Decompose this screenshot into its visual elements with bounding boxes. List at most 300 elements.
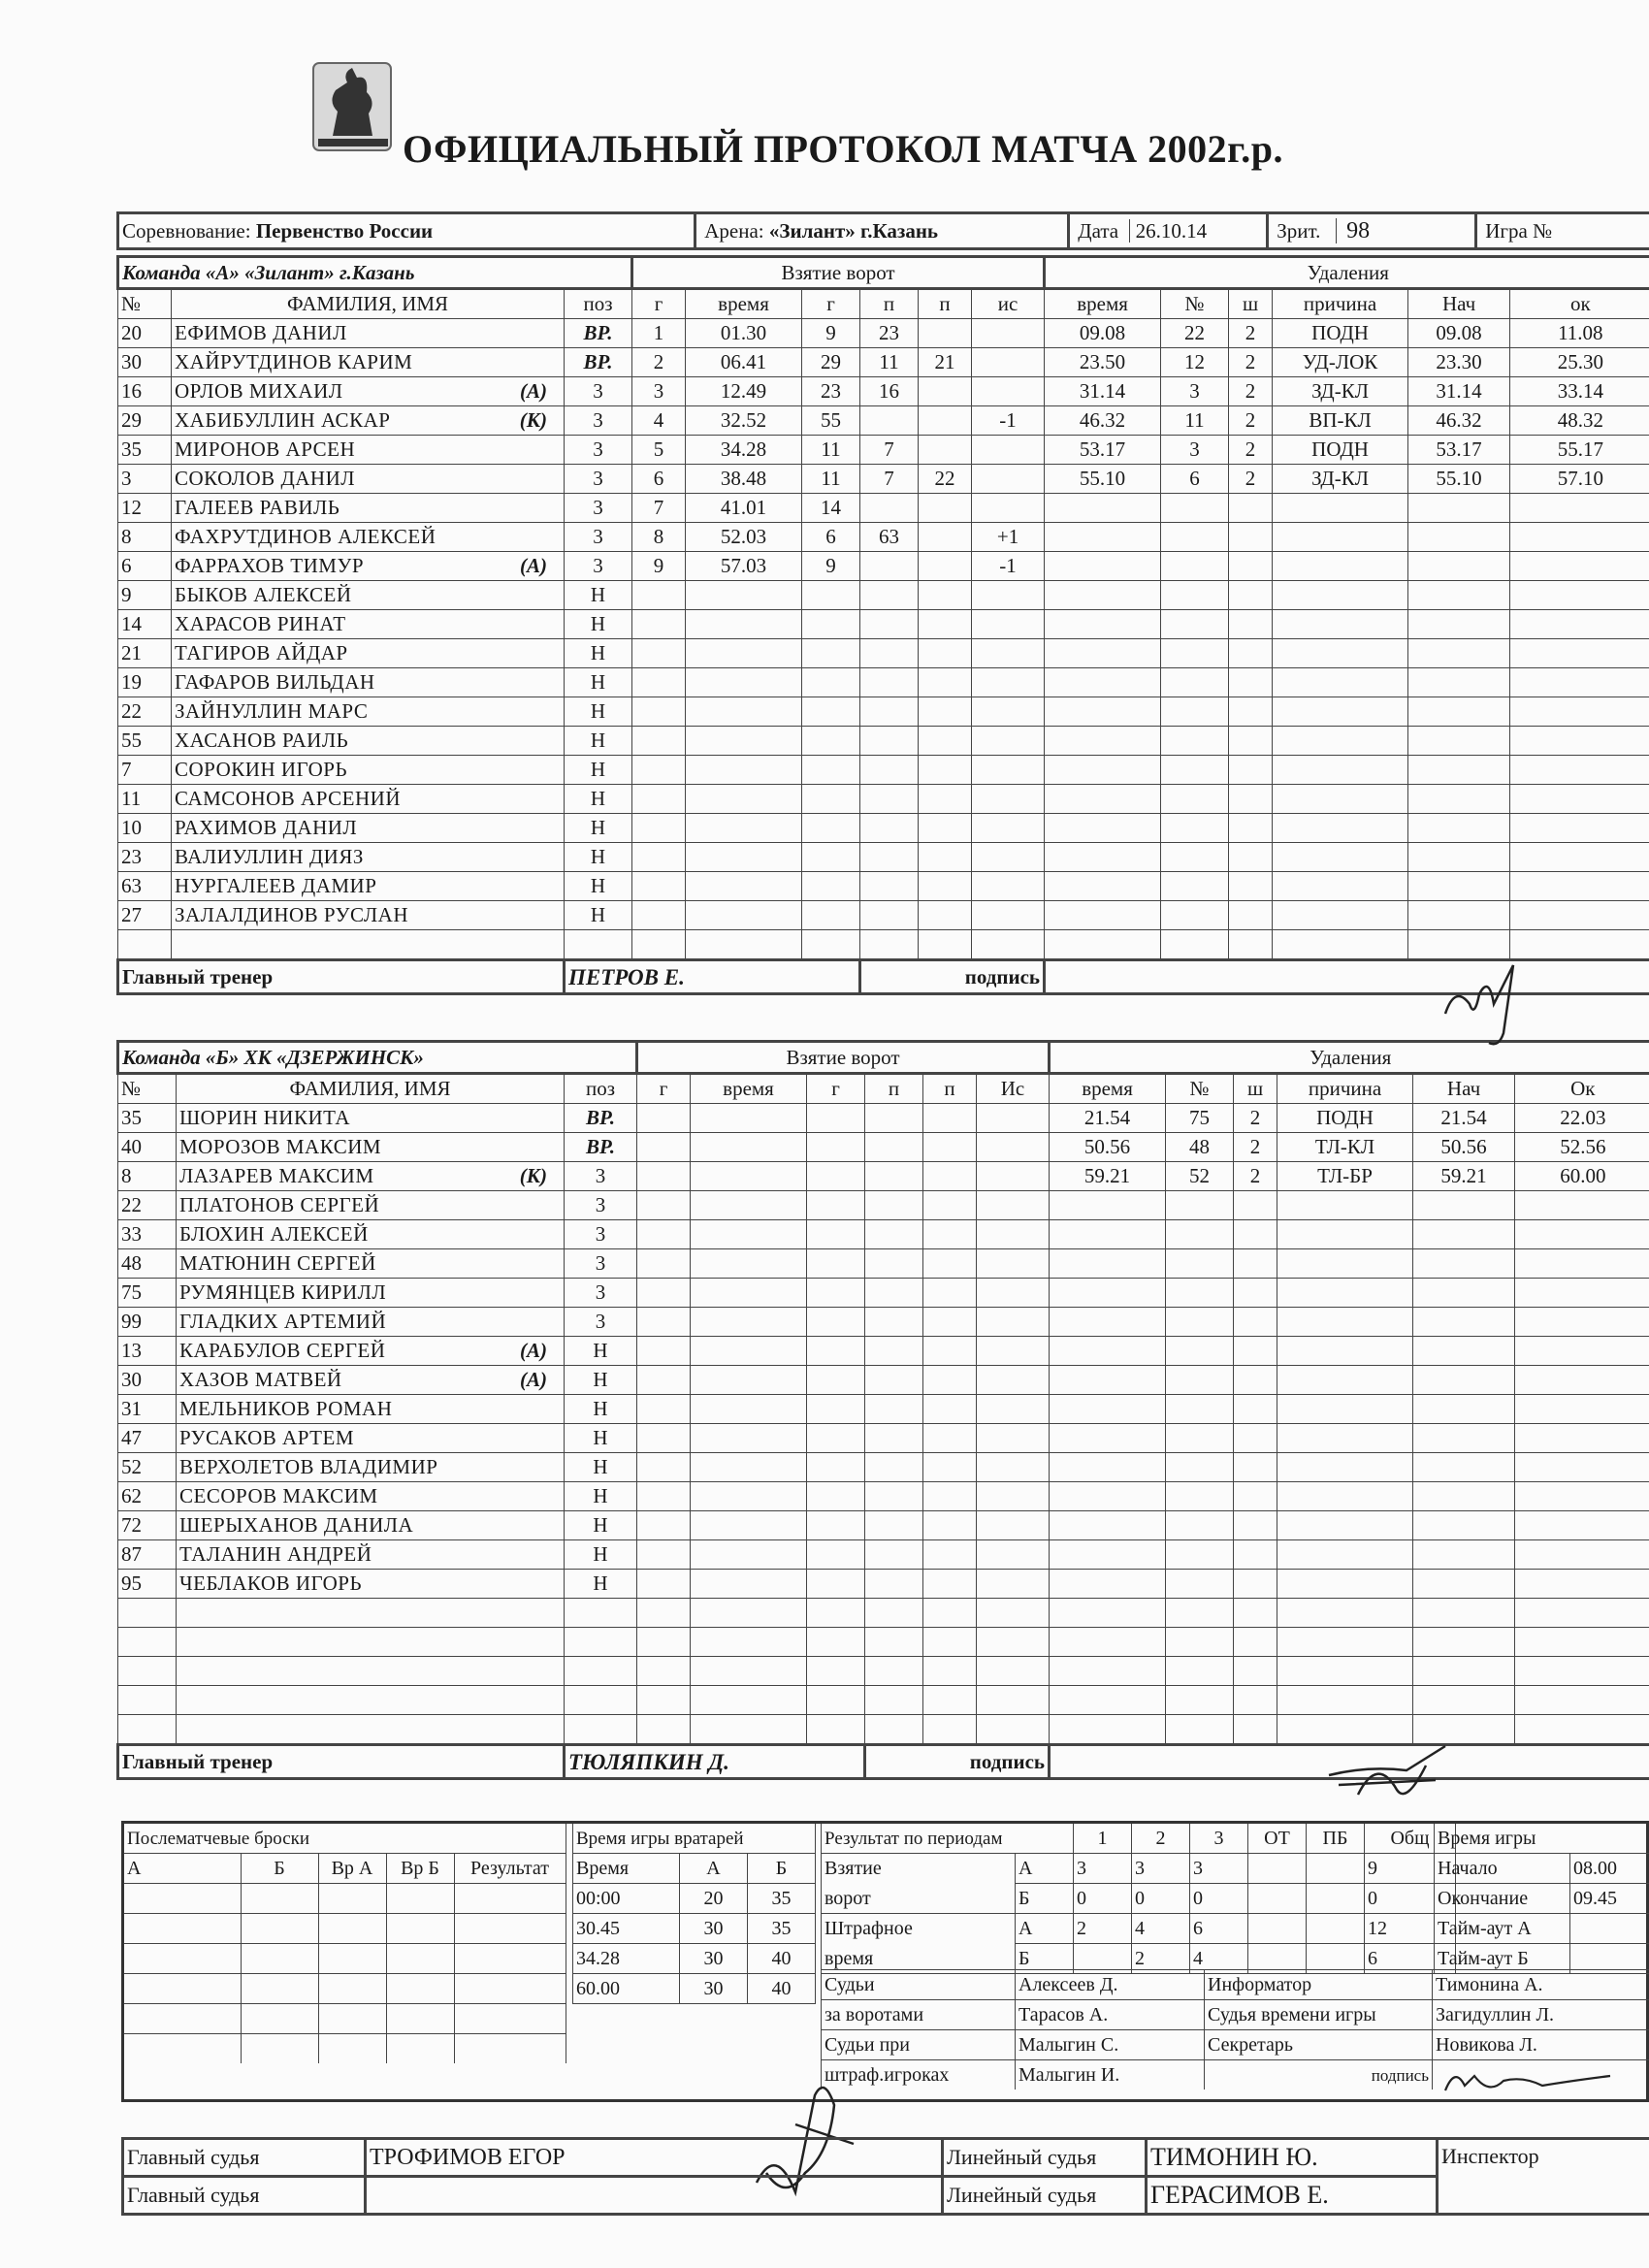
penalty-time	[1050, 1279, 1166, 1308]
goal-number	[637, 1686, 691, 1715]
goal-assist-1	[860, 552, 919, 581]
goalie-time-title: Время игры вратарей	[573, 1824, 816, 1854]
penalty-start	[1413, 1191, 1515, 1220]
secretary-label: Секретарь	[1205, 2030, 1433, 2060]
penalty-player	[1166, 1249, 1234, 1279]
goals-section-title: Взятие ворот	[637, 1042, 1050, 1074]
player-number	[118, 1628, 177, 1657]
periods-title: Результат по периодам	[822, 1824, 1074, 1854]
goal-assist-2	[923, 1220, 977, 1249]
table-row	[118, 1686, 1649, 1715]
goal-assist-1	[860, 697, 919, 727]
goal-assist-2	[923, 1133, 977, 1162]
goal-strength	[972, 639, 1045, 668]
penalty-end	[1515, 1395, 1649, 1424]
player-name-text: СЕСОРОВ МАКСИМ	[179, 1484, 378, 1507]
goal-assist-2	[919, 377, 972, 406]
penalty-player	[1161, 814, 1229, 843]
goal-scorer: 11	[802, 436, 860, 465]
goal-number: 5	[632, 436, 686, 465]
goal-time: 57.03	[686, 552, 802, 581]
goal-assist-1	[860, 406, 919, 436]
penalty-start	[1413, 1540, 1515, 1570]
goal-assist-2	[923, 1540, 977, 1570]
goal-assist-1	[865, 1424, 923, 1453]
penalty-start	[1413, 1337, 1515, 1366]
goal-time	[686, 639, 802, 668]
player-number	[118, 1599, 177, 1628]
player-position: 3	[565, 406, 632, 436]
penalty-judges-label-2: штраф.игроках	[822, 2060, 1016, 2090]
player-name	[177, 1686, 565, 1715]
player-name	[177, 1657, 565, 1686]
penalty-minutes	[1229, 639, 1273, 668]
coach-sign-label: подпись	[865, 1745, 1050, 1779]
goals-section-title: Взятие ворот	[632, 257, 1045, 289]
penalty-start	[1408, 872, 1510, 901]
goal-strength	[972, 756, 1045, 785]
penalty-time	[1050, 1366, 1166, 1395]
goalie-time-cell: 35	[748, 1884, 816, 1914]
table-row	[118, 1628, 1649, 1657]
penalty-player	[1161, 610, 1229, 639]
penalty-end	[1515, 1249, 1649, 1279]
penalty-start	[1413, 1279, 1515, 1308]
penalty-end	[1510, 697, 1649, 727]
goal-assist-2	[923, 1453, 977, 1482]
player-name-text: ПЛАТОНОВ СЕРГЕЙ	[179, 1193, 380, 1216]
player-position: 3	[565, 523, 632, 552]
goal-assist-1	[860, 639, 919, 668]
goal-strength	[977, 1366, 1050, 1395]
table-row	[118, 1308, 1649, 1337]
penalty-minutes: 2	[1234, 1104, 1277, 1133]
penalty-time	[1045, 668, 1161, 697]
penalty-start: 09.08	[1408, 319, 1510, 348]
goal-strength	[972, 668, 1045, 697]
penalty-start	[1408, 610, 1510, 639]
player-position: Н	[565, 639, 632, 668]
penalty-minutes	[1234, 1337, 1277, 1366]
penalty-end: 52.56	[1515, 1133, 1649, 1162]
penalty-end	[1515, 1453, 1649, 1482]
column-header-p-min: ш	[1229, 289, 1273, 319]
goal-time	[686, 930, 802, 960]
player-number: 33	[118, 1220, 177, 1249]
player-name	[172, 785, 565, 814]
goal-strength	[972, 581, 1045, 610]
player-name-text: ЧЕБЛАКОВ ИГОРЬ	[179, 1571, 363, 1595]
goal-assist-2	[919, 930, 972, 960]
penalty-minutes	[1229, 901, 1273, 930]
penalty-player: 12	[1161, 348, 1229, 377]
goal-scorer	[807, 1133, 865, 1162]
table-row	[118, 668, 1649, 697]
player-name	[172, 668, 565, 697]
goal-assist-1	[865, 1453, 923, 1482]
penalty-minutes: 2	[1229, 436, 1273, 465]
competition-label: Соревнование:	[122, 218, 251, 243]
column-header-gg: г	[802, 289, 860, 319]
goal-time	[691, 1511, 807, 1540]
goalie-time-cell: 60.00	[573, 1974, 680, 2004]
player-number	[118, 930, 172, 960]
goal-strength	[977, 1599, 1050, 1628]
player-name-text: ХАРАСОВ РИНАТ	[175, 612, 346, 635]
penalty-player	[1166, 1366, 1234, 1395]
goal-scorer	[802, 668, 860, 697]
linesman-1: ТИМОНИН Ю.	[1147, 2139, 1438, 2177]
penalty-time	[1045, 785, 1161, 814]
player-name-text: СОРОКИН ИГОРЬ	[175, 758, 348, 781]
table-row	[118, 639, 1649, 668]
goal-strength	[972, 436, 1045, 465]
player-name-text: ЗАЛАЛДИНОВ РУСЛАН	[175, 903, 408, 926]
penalty-player	[1161, 639, 1229, 668]
table-row	[118, 1104, 1649, 1133]
player-role-badge: (А)	[520, 1339, 547, 1362]
player-name-text: ВЕРХОЛЕТОВ ВЛАДИМИР	[179, 1455, 438, 1478]
goal-judge-1: Алексеев Д.	[1016, 1970, 1205, 2000]
player-name	[177, 1453, 565, 1482]
coach-b-signature-icon	[1319, 1736, 1455, 1814]
column-header-p-start: Нач	[1408, 289, 1510, 319]
penalty-reason: ПОДН	[1273, 319, 1408, 348]
goalie-time-cell: 30	[680, 1944, 748, 1974]
penalty-reason: УД-ЛОК	[1273, 348, 1408, 377]
penalty-start	[1413, 1570, 1515, 1599]
penalty-reason	[1277, 1249, 1413, 1279]
period-value: 4	[1132, 1914, 1190, 1944]
goal-number	[637, 1337, 691, 1366]
table-row	[118, 1599, 1649, 1628]
table-row	[118, 1657, 1649, 1686]
column-header-p-end: ок	[1510, 289, 1649, 319]
player-position: Н	[565, 843, 632, 872]
table-row	[118, 872, 1649, 901]
goal-scorer	[807, 1511, 865, 1540]
goal-number	[632, 610, 686, 639]
goal-time	[691, 1453, 807, 1482]
goal-assist-2	[919, 610, 972, 639]
table-row	[118, 523, 1649, 552]
penalty-minutes	[1234, 1599, 1277, 1628]
goal-assist-2	[919, 668, 972, 697]
period-value: 2	[1132, 1944, 1190, 1974]
penalty-minutes	[1229, 843, 1273, 872]
penalty-player	[1161, 494, 1229, 523]
player-name-text: ЗАЙНУЛЛИН МАРС	[175, 699, 369, 723]
goal-number	[632, 581, 686, 610]
end-label: Окончание	[1435, 1884, 1570, 1914]
player-number: 22	[118, 1191, 177, 1220]
penalty-player	[1166, 1570, 1234, 1599]
penalty-reason: ТЛ-КЛ	[1277, 1133, 1413, 1162]
player-number: 19	[118, 668, 172, 697]
penalty-player: 75	[1166, 1104, 1234, 1133]
goal-time	[691, 1220, 807, 1249]
goal-assist-2	[923, 1249, 977, 1279]
informer-label: Информатор	[1205, 1970, 1433, 2000]
goal-scorer	[802, 814, 860, 843]
player-name	[172, 610, 565, 639]
player-name	[172, 377, 565, 406]
goal-assist-2	[923, 1337, 977, 1366]
penalty-start	[1413, 1249, 1515, 1279]
penalty-minutes	[1234, 1482, 1277, 1511]
goal-strength	[977, 1424, 1050, 1453]
goal-scorer	[807, 1657, 865, 1686]
goal-time	[691, 1657, 807, 1686]
goalie-time-cell: 30	[680, 1914, 748, 1944]
penalty-reason	[1277, 1191, 1413, 1220]
penalty-minutes	[1234, 1511, 1277, 1540]
goal-strength	[972, 930, 1045, 960]
player-role-badge: (К)	[519, 1164, 547, 1187]
period-value: 2	[1074, 1914, 1132, 1944]
column-header-gg: г	[807, 1074, 865, 1104]
penalty-time	[1050, 1570, 1166, 1599]
player-position: Н	[565, 1395, 637, 1424]
table-row	[118, 319, 1649, 348]
penalty-minutes: 2	[1234, 1162, 1277, 1191]
penalty-reason	[1273, 523, 1408, 552]
penalty-start	[1413, 1308, 1515, 1337]
goal-assist-1: 11	[860, 348, 919, 377]
goal-time	[691, 1337, 807, 1366]
goal-scorer	[807, 1279, 865, 1308]
penalties-section-title: Удаления	[1050, 1042, 1649, 1074]
period-value: 0	[1132, 1884, 1190, 1914]
penalty-reason	[1277, 1366, 1413, 1395]
period-value: 6	[1365, 1944, 1456, 1974]
table-row	[118, 610, 1649, 639]
goal-number	[637, 1308, 691, 1337]
goal-assist-1	[860, 814, 919, 843]
period-team-label: Б	[1016, 1944, 1074, 1974]
penalty-minutes	[1229, 668, 1273, 697]
penalty-reason	[1277, 1599, 1413, 1628]
penalty-player	[1166, 1220, 1234, 1249]
goal-scorer: 11	[802, 465, 860, 494]
player-name-text: ЕФИМОВ ДАНИЛ	[175, 321, 347, 344]
goal-assist-2	[919, 639, 972, 668]
column-header-p2: п	[923, 1074, 977, 1104]
team-b-table	[116, 1040, 1649, 1780]
penalty-minutes	[1234, 1279, 1277, 1308]
goal-time	[686, 727, 802, 756]
goal-time	[691, 1540, 807, 1570]
player-position: Н	[565, 581, 632, 610]
goal-scorer	[802, 901, 860, 930]
goal-number	[637, 1570, 691, 1599]
penalty-minutes	[1234, 1249, 1277, 1279]
arena-cell	[695, 213, 1069, 249]
goal-strength	[977, 1715, 1050, 1745]
table-row	[118, 756, 1649, 785]
player-number: 22	[118, 697, 172, 727]
table-row	[118, 436, 1649, 465]
column-header-p-time: время	[1045, 289, 1161, 319]
goal-assist-1: 7	[860, 465, 919, 494]
city-emblem-icon	[308, 53, 401, 155]
main-referee-label-2: Главный судья	[123, 2177, 366, 2215]
player-position: Н	[565, 872, 632, 901]
player-number: 6	[118, 552, 172, 581]
player-name	[172, 406, 565, 436]
goal-assist-2	[919, 756, 972, 785]
player-number	[118, 1686, 177, 1715]
goalie-time-cell: 00:00	[573, 1884, 680, 1914]
goal-assist-2	[919, 814, 972, 843]
player-position: Н	[565, 610, 632, 639]
penalty-end	[1510, 843, 1649, 872]
penalty-end	[1515, 1657, 1649, 1686]
player-number: 87	[118, 1540, 177, 1570]
period-row-label: ворот	[822, 1884, 1016, 1914]
goal-number	[637, 1482, 691, 1511]
penalty-player	[1161, 785, 1229, 814]
player-name	[177, 1424, 565, 1453]
goal-scorer: 14	[802, 494, 860, 523]
penalty-player	[1166, 1511, 1234, 1540]
goal-assist-1	[865, 1570, 923, 1599]
goal-assist-1	[865, 1220, 923, 1249]
penalty-reason: ПОДН	[1277, 1104, 1413, 1133]
period-value	[1248, 1854, 1307, 1884]
penalty-start: 31.14	[1408, 377, 1510, 406]
player-name	[177, 1511, 565, 1540]
linesman-label-1: Линейный судья	[943, 2139, 1147, 2177]
period-value	[1248, 1884, 1307, 1914]
player-role-badge: (А)	[520, 1368, 547, 1391]
column-header-p1: п	[860, 289, 919, 319]
penalty-time: 46.32	[1045, 406, 1161, 436]
goal-time	[691, 1686, 807, 1715]
column-header-name: ФАМИЛИЯ, ИМЯ	[177, 1074, 565, 1104]
table-row	[118, 581, 1649, 610]
period-team-label: А	[1016, 1914, 1074, 1944]
goal-number	[632, 930, 686, 960]
competition-cell	[118, 213, 695, 249]
penalty-start	[1413, 1686, 1515, 1715]
penalty-player	[1166, 1657, 1234, 1686]
player-number: 48	[118, 1249, 177, 1279]
game-number-label: Игра №	[1485, 218, 1553, 243]
penalty-time: 23.50	[1045, 348, 1161, 377]
goal-number	[637, 1249, 691, 1279]
penalty-reason: ЗД-КЛ	[1273, 377, 1408, 406]
goal-number	[637, 1715, 691, 1745]
goal-time	[691, 1715, 807, 1745]
penalty-end	[1515, 1308, 1649, 1337]
player-position: ВР.	[565, 1133, 637, 1162]
goal-time	[686, 814, 802, 843]
goal-time	[691, 1395, 807, 1424]
player-name-text: ГАФАРОВ ВИЛЬДАН	[175, 670, 375, 694]
timekeeper-label: Судья времени игры	[1205, 2000, 1433, 2030]
coach-signature-cell	[1045, 960, 1649, 994]
goal-strength	[977, 1279, 1050, 1308]
penalty-time	[1045, 610, 1161, 639]
penalty-reason	[1273, 843, 1408, 872]
goal-strength	[977, 1686, 1050, 1715]
arena-value: «Зилант» г.Казань	[768, 218, 939, 243]
table-row	[118, 1220, 1649, 1249]
penalty-start	[1408, 639, 1510, 668]
goal-scorer	[807, 1395, 865, 1424]
penalty-minutes	[1229, 610, 1273, 639]
goal-strength: +1	[972, 523, 1045, 552]
table-row	[573, 1914, 816, 1944]
goal-scorer	[802, 610, 860, 639]
player-name	[177, 1249, 565, 1279]
penalty-minutes	[1229, 523, 1273, 552]
penalty-time: 53.17	[1045, 436, 1161, 465]
player-position: Н	[565, 1337, 637, 1366]
goal-time	[691, 1308, 807, 1337]
table-row	[118, 377, 1649, 406]
table-row	[118, 406, 1649, 436]
goal-strength: -1	[972, 552, 1045, 581]
penalty-start	[1408, 581, 1510, 610]
penalty-start	[1408, 523, 1510, 552]
player-name-text: ТАГИРОВ АЙДАР	[175, 641, 348, 664]
player-name-text: ХАЗОВ МАТВЕЙ	[179, 1368, 342, 1391]
penalty-minutes	[1229, 814, 1273, 843]
player-role-badge: (А)	[520, 554, 547, 577]
shootout-column-header: Результат	[454, 1854, 566, 1884]
end-value: 09.45	[1570, 1884, 1649, 1914]
table-row	[118, 1191, 1649, 1220]
column-header-name: ФАМИЛИЯ, ИМЯ	[172, 289, 565, 319]
table-row	[822, 1884, 1456, 1914]
player-name	[177, 1308, 565, 1337]
penalty-reason	[1277, 1482, 1413, 1511]
goal-number	[632, 668, 686, 697]
goalie-time-column-header: Время	[573, 1854, 680, 1884]
goalie-time-cell: 20	[680, 1884, 748, 1914]
penalty-end	[1510, 523, 1649, 552]
goal-assist-2	[919, 872, 972, 901]
table-row	[118, 1424, 1649, 1453]
goal-time: 41.01	[686, 494, 802, 523]
penalty-start	[1408, 756, 1510, 785]
goal-assist-2	[919, 494, 972, 523]
penalty-player	[1166, 1453, 1234, 1482]
penalty-end	[1515, 1220, 1649, 1249]
period-team-label: А	[1016, 1854, 1074, 1884]
goal-assist-1: 63	[860, 523, 919, 552]
penalty-end: 25.30	[1510, 348, 1649, 377]
shootout-column-header: А	[124, 1854, 241, 1884]
player-name-text: МЕЛЬНИКОВ РОМАН	[179, 1397, 393, 1420]
goal-strength: -1	[972, 406, 1045, 436]
player-name-text: МАТЮНИН СЕРГЕЙ	[179, 1251, 376, 1275]
column-header-p-reason: причина	[1277, 1074, 1413, 1104]
coach-label: Главный тренер	[118, 1745, 565, 1779]
table-row	[822, 1914, 1456, 1944]
player-position: Н	[565, 1540, 637, 1570]
goal-strength	[977, 1628, 1050, 1657]
goalie-time-cell: 34.28	[573, 1944, 680, 1974]
goal-assist-1	[865, 1337, 923, 1366]
table-row	[118, 1337, 1649, 1366]
goal-strength	[977, 1657, 1050, 1686]
goal-number	[637, 1395, 691, 1424]
goal-number	[637, 1628, 691, 1657]
penalty-start	[1413, 1482, 1515, 1511]
